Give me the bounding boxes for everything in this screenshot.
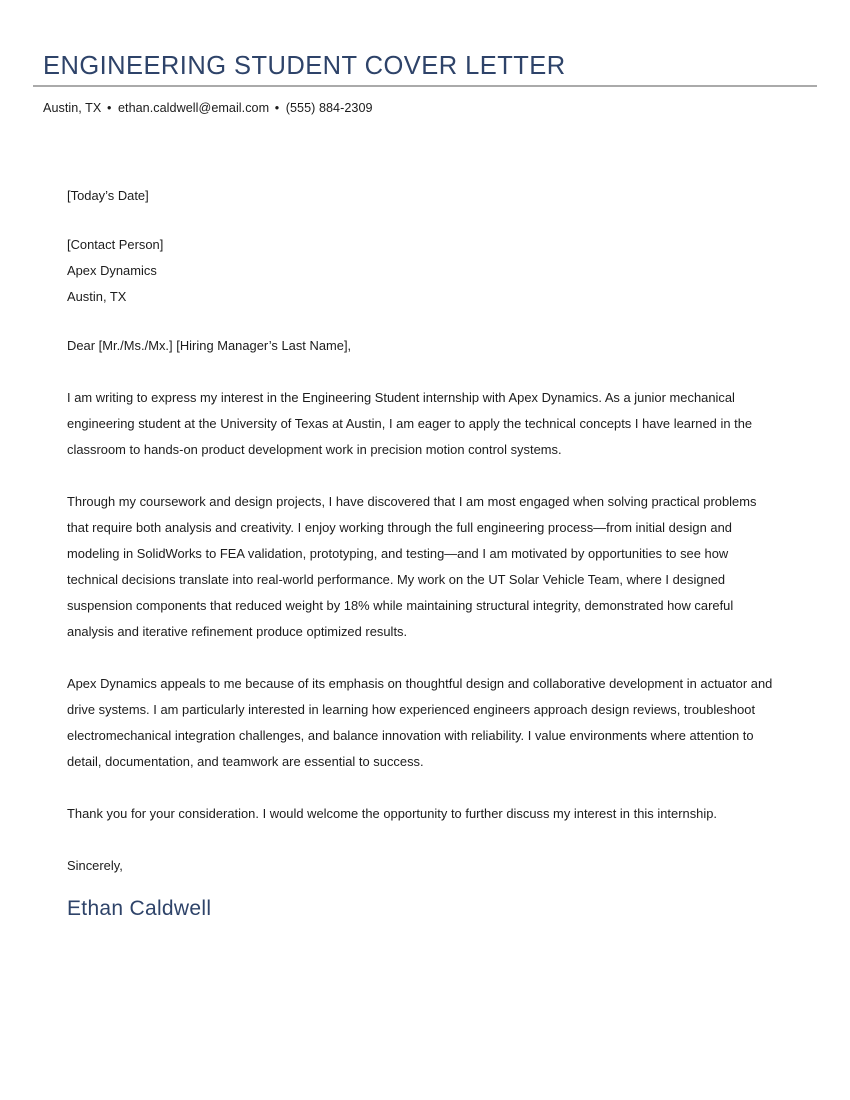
- spacer-after-date: [67, 209, 779, 232]
- recipient-company: Apex Dynamics: [67, 263, 157, 278]
- spacer-after-address: [67, 310, 779, 333]
- letter-date: [Today’s Date]: [67, 188, 149, 203]
- page-title: ENGINEERING STUDENT COVER LETTER: [43, 52, 566, 80]
- spacer-before-signature: [67, 879, 779, 895]
- body-paragraph-1: I am writing to express my interest in the Engineering Student internship with Apex Dynamics. As a junior mechanical engineering student at the University of Texas at Austin, I am eager to apply the technical concepts I have learned in the classroom to hands-on product development work in precision motion control systems.: [67, 390, 753, 457]
- spacer-para-2: [67, 645, 779, 671]
- spacer-para-4: [67, 827, 779, 853]
- body-paragraph-3: Apex Dynamics appeals to me because of its emphasis on thoughtful design and collaborative development in actuator and drive systems. I am particularly interested in learning how experienced engineers approach design reviews, troubleshoot electromechanical integration challenges, and balance innovation with reliability. I value environments where attention to detail, documentation, and teamwork are essential to success.: [67, 676, 773, 769]
- contact-email[interactable]: ethan.caldwell@email.com: [117, 101, 270, 115]
- recipient-address-block: [67, 232, 779, 310]
- closing-salutation: Sincerely,: [67, 858, 123, 873]
- salutation: Dear [Mr./Ms./Mx.] [Hiring Manager’s Last Name],: [67, 338, 352, 353]
- body-paragraph-2: Through my coursework and design projects, I have discovered that I am most engaged when solving practical problems that require both analysis and creativity. I enjoy working through the full engineering process—from initial design and modeling in SolidWorks to FEA validation, prototyping, and testing—and I am motivated by opportunities to see how technical decisions translate into real-world performance. My work on the UT Solar Vehicle Team, where I designed suspension components that reduced weight by 18% while maintaining structural integrity, demonstrated how careful analysis and iterative refinement produce optimized results.: [67, 494, 757, 639]
- spacer-para-1: [67, 463, 779, 489]
- letter-body: [67, 183, 779, 923]
- recipient-contact-person: [Contact Person]: [67, 237, 164, 252]
- contact-location: Austin, TX: [43, 101, 102, 115]
- contact-separator-1: •: [106, 101, 112, 115]
- spacer-after-salutation: [67, 359, 779, 385]
- recipient-location: Austin, TX: [67, 289, 127, 304]
- title-divider: [33, 85, 817, 87]
- contact-info-line: [43, 100, 373, 117]
- spacer-para-3: [67, 775, 779, 801]
- signature-name: Ethan Caldwell: [67, 897, 212, 920]
- body-paragraph-4: Thank you for your consideration. I would welcome the opportunity to further discuss my interest in this internship.: [67, 806, 718, 821]
- contact-phone[interactable]: (555) 884-2309: [285, 101, 373, 115]
- contact-separator-2: •: [274, 101, 280, 115]
